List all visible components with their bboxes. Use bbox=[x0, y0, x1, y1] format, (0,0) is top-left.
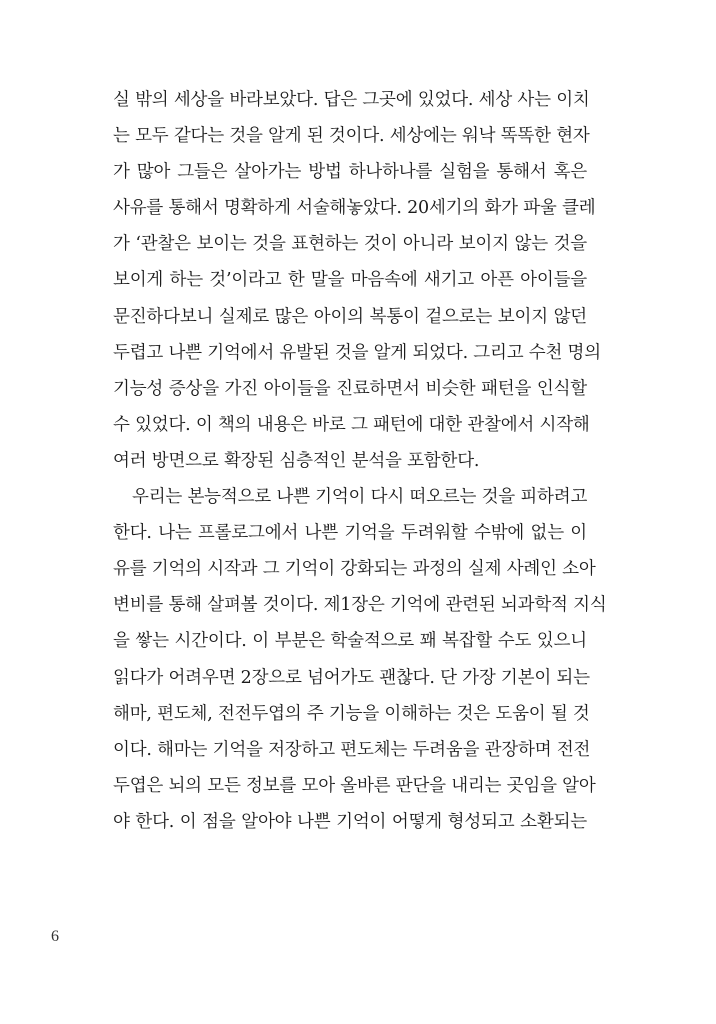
text-line: 두엽은 뇌의 모든 정보를 모아 올바른 판단을 내리는 곳임을 알아 bbox=[113, 775, 596, 796]
text-line: 두렵고 나쁜 기억에서 유발된 것을 알게 되었다. 그리고 수천 명의 bbox=[113, 342, 601, 363]
text-line: 우리는 본능적으로 나쁜 기억이 다시 떠오르는 것을 피하려고 bbox=[132, 487, 588, 508]
text-line: 수 있었다. 이 책의 내용은 바로 그 패턴에 대한 관찰에서 시작해 bbox=[113, 414, 590, 435]
text-line: 보이게 하는 것’이라고 한 말을 마음속에 새기고 아픈 아이들을 bbox=[113, 270, 587, 291]
text-line: 한다. 나는 프롤로그에서 나쁜 기억을 두려워할 수밖에 없는 이 bbox=[113, 523, 587, 544]
text-line: 실 밖의 세상을 바라보았다. 답은 그곳에 있었다. 세상 사는 이치 bbox=[113, 90, 590, 110]
text-line: 가 ‘관찰은 보이는 것을 표현하는 것이 아니라 보이지 않는 것을 bbox=[113, 234, 587, 255]
text-line: 변비를 통해 살펴볼 것이다. 제1장은 기억에 관련된 뇌과학적 지식 bbox=[113, 595, 607, 616]
text-line: 야 한다. 이 점을 알아야 나쁜 기억이 어떻게 형성되고 소환되는 bbox=[113, 811, 587, 832]
body-text bbox=[113, 82, 607, 840]
text-line: 는 모두 같다는 것을 알게 된 것이다. 세상에는 워낙 똑똑한 현자 bbox=[113, 126, 590, 147]
text-line: 유를 기억의 시작과 그 기억이 강화되는 과정의 실제 사례인 소아 bbox=[113, 559, 596, 580]
text-line: 문진하다보니 실제로 많은 아이의 복통이 겉으로는 보이지 않던 bbox=[113, 306, 587, 327]
text-line: 가 많아 그들은 살아가는 방법 하나하나를 실험을 통해서 혹은 bbox=[113, 162, 587, 183]
paragraph-2 bbox=[113, 479, 607, 840]
text-line: 읽다가 어려우면 2장으로 넘어가도 괜찮다. 단 가장 기본이 되는 bbox=[113, 667, 590, 688]
text-line: 여러 방면으로 확장된 심층적인 분석을 포함한다. bbox=[113, 450, 480, 471]
paragraph-1 bbox=[113, 82, 601, 479]
text-line: 기능성 증상을 가진 아이들을 진료하면서 비슷한 패턴을 인식할 bbox=[113, 378, 587, 399]
text-line: 이다. 해마는 기억을 저장하고 편도체는 두려움을 관장하며 전전 bbox=[113, 739, 591, 760]
page-number: 6 bbox=[51, 928, 59, 945]
text-line: 사유를 통해서 명확하게 서술해놓았다. 20세기의 화가 파울 클레 bbox=[113, 198, 596, 219]
text-line: 을 쌓는 시간이다. 이 부분은 학술적으로 꽤 복잡할 수도 있으니 bbox=[113, 631, 587, 652]
text-line: 해마, 편도체, 전전두엽의 주 기능을 이해하는 것은 도움이 될 것 bbox=[113, 703, 590, 724]
